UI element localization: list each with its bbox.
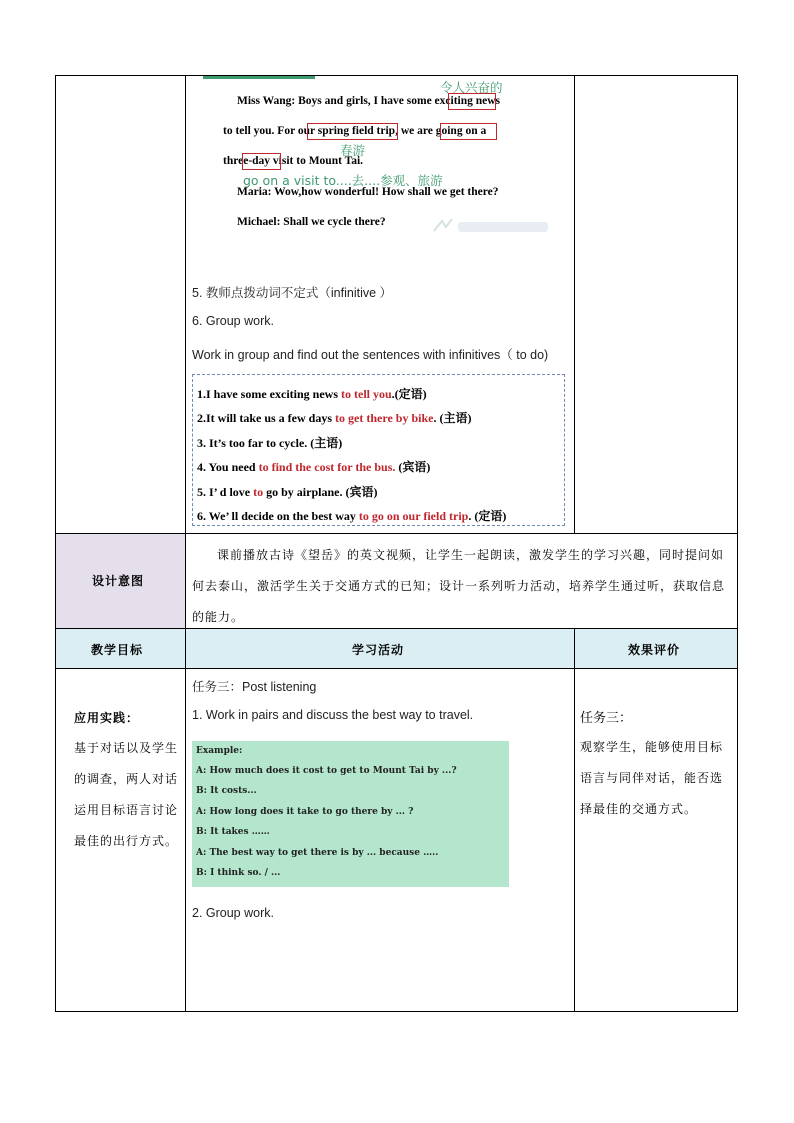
example-line: B: I think so. / ... (196, 868, 281, 878)
example-line: A: The best way to get there is by ... because ….. (196, 848, 439, 858)
task-three-title: 任务三：Post listening (192, 680, 317, 694)
infinitive-example: 2.It will take us a few days to get there by bike. (主语) (197, 411, 472, 425)
top-right-cell (574, 75, 738, 534)
design-intent-label-cell (55, 533, 186, 629)
example-line: B: It takes …… (196, 827, 270, 837)
dialogue-line-4: Maria: Wow,how wonderful! How shall we get there? (237, 186, 499, 198)
header-activity: 学习活动 (352, 643, 405, 657)
infinitive-example: 6. We’ ll decide on the best way to go on our field trip. (定语) (197, 509, 507, 523)
evaluation-cell (574, 668, 738, 1012)
instruction-line: Work in group and find out the sentences with infinitives（ to do) (192, 348, 549, 362)
dialogue-line-3: three-day visit to Mount Tai. (223, 155, 364, 167)
goal-cell (55, 668, 186, 1012)
header-activity-cell (185, 628, 575, 669)
header-goal: 教学目标 (91, 643, 144, 657)
annotation-goon: go on a visit to....去....参观、旅游 (243, 173, 443, 188)
infinitive-example: 3. It’s too far to cycle. (主语) (197, 436, 343, 450)
evaluation-task-title: 任务三： (580, 711, 633, 726)
header-evaluation-cell (574, 628, 738, 669)
example-line: A: How long does it take to go there by ... ? (196, 807, 414, 817)
activity-item-2: 2. Group work. (192, 906, 274, 920)
annotation-spring: 春游 (340, 143, 366, 158)
dialogue-line-5: Michael: Shall we cycle there? (237, 216, 386, 228)
goal-title: 应用实践： (74, 711, 140, 725)
highlight-exciting (448, 93, 496, 110)
activity-item-1: 1. Work in pairs and discuss the best way to travel. (192, 708, 474, 722)
highlight-spring-field (307, 123, 398, 140)
goal-body: 基于对话以及学生的调查，两人对话运用目标语言讨论最佳的出行方式。 (74, 741, 179, 848)
watermark-logo (432, 217, 552, 237)
highlight-going-on (440, 123, 497, 140)
infinitive-example: 4. You need to find the cost for the bus. (宾语) (197, 460, 431, 474)
example-line: B: It costs... (196, 786, 257, 796)
highlight-day (242, 153, 281, 170)
evaluation-body: 观察学生，能够使用目标语言与同伴对话，能否选择最佳的交通方式。 (580, 740, 724, 816)
design-intent-label: 设计意图 (92, 574, 145, 588)
infinitive-example: 1.I have some exciting news to tell you.(定语) (197, 387, 427, 401)
example-line: A: How much does it cost to get to Mount Tai by ...? (196, 766, 457, 776)
step-5: 5. 教师点拨动词不定式（infinitive ） (192, 286, 393, 300)
header-goal-cell (55, 628, 186, 669)
example-dialogue-box (192, 741, 509, 887)
annotation-exciting: 令人兴奋的 (440, 80, 503, 95)
dialogue-line-1: Miss Wang: Boys and girls, I have some exciting news (237, 95, 501, 107)
dialogue-line-2: to tell you. For our spring field trip, we are going on a (223, 125, 487, 137)
infinitive-example: 5. I’ d love to go by airplane. (宾语) (197, 485, 378, 499)
design-intent-text: 课前播放古诗《望岳》的英文视频，让学生一起朗读，激发学生的学习兴趣，同时提问如何去泰山，激活学生关于交通方式的已知；设计一系列听力活动，培养学生通过听，获取信息的能力。 (192, 548, 726, 624)
green-fragment (203, 76, 315, 79)
design-intent-text-cell (185, 533, 738, 629)
top-left-cell (55, 75, 186, 534)
header-evaluation: 效果评价 (628, 643, 681, 657)
infinitive-examples-box (192, 374, 565, 526)
step-6: 6. Group work. (192, 314, 274, 328)
example-line: Example: (196, 746, 243, 756)
